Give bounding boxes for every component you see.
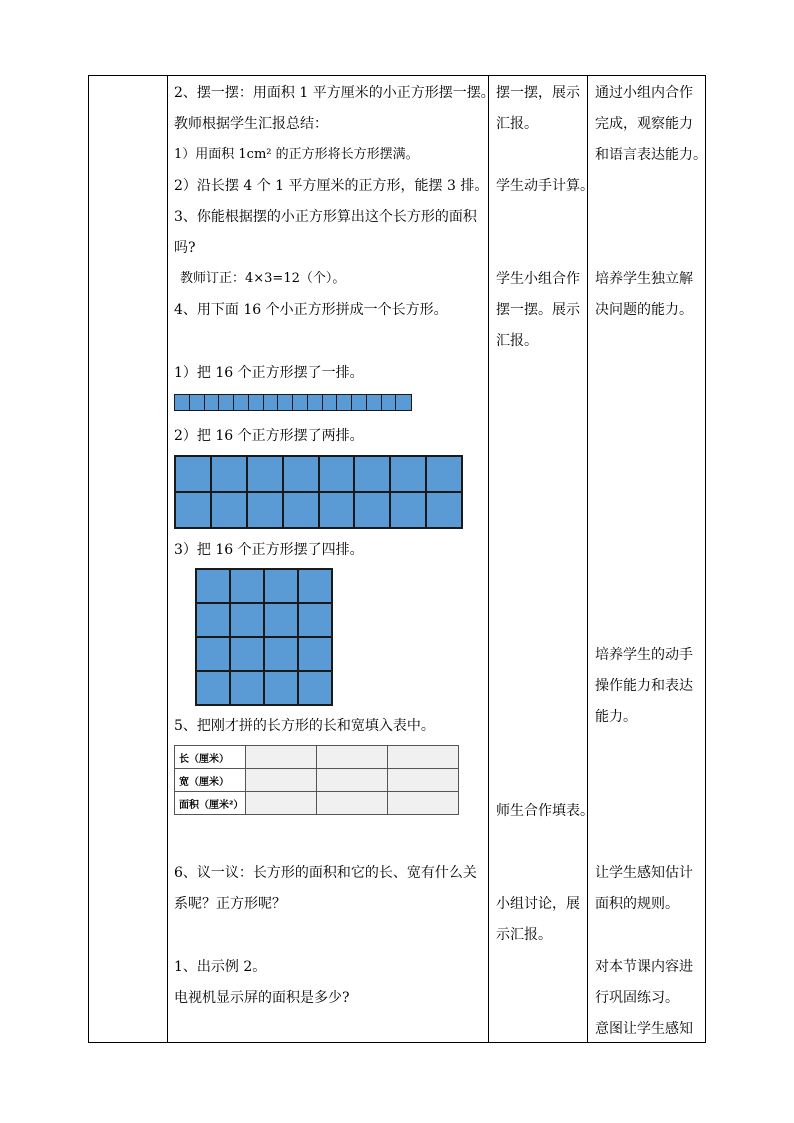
unit-square [212, 457, 246, 491]
length-width-table [174, 745, 459, 815]
unit-square [197, 570, 229, 602]
intent-4: 让学生感知估计 [595, 865, 693, 881]
unit-square [231, 604, 263, 636]
intent-3-end: 能力。 [595, 709, 637, 725]
unit-square [231, 570, 263, 602]
column-divider-3 [587, 75, 588, 1043]
row-header-width: 宽（厘米） [175, 769, 246, 792]
intent-3: 培养学生的动手 [595, 647, 693, 663]
summary-point-2: 2）沿长摆 4 个 1 平方厘米的正方形，能摆 3 排。 [174, 178, 489, 194]
intent-1-end: 和语言表达能力。 [595, 147, 707, 163]
unit-square [197, 672, 229, 704]
student-activity-4: 师生合作填表。 [496, 803, 594, 819]
unit-square [299, 570, 331, 602]
step-6-text-cont: 系呢？正方形呢？ [174, 896, 286, 912]
table-row [175, 792, 459, 815]
unit-square [299, 638, 331, 670]
table-cell[interactable] [388, 792, 459, 815]
unit-square [248, 493, 282, 527]
example-2-label: 1、出示例 2。 [174, 959, 267, 975]
intent-2-cont: 决问题的能力。 [595, 302, 693, 318]
step-4-text: 4、用下面 16 个小正方形拼成一个长方形。 [174, 302, 448, 318]
table-cell[interactable] [317, 769, 388, 792]
unit-square [395, 394, 411, 411]
step-5-text: 5、把刚才拼的长方形的长和宽填入表中。 [174, 718, 435, 734]
row-header-length: 长（厘米） [175, 746, 246, 769]
table-cell[interactable] [317, 792, 388, 815]
step-3-text-cont: 吗? [174, 240, 196, 256]
unit-square [320, 457, 354, 491]
intent-1: 通过小组内合作 [595, 85, 693, 101]
table-cell[interactable] [246, 769, 317, 792]
unit-square [299, 604, 331, 636]
one-row-squares [174, 394, 412, 411]
unit-square [355, 457, 389, 491]
student-activity-5-cont: 示汇报。 [496, 927, 552, 943]
unit-square [265, 672, 297, 704]
intent-5: 对本节课内容进 [595, 959, 693, 975]
example-2-question: 电视机显示屏的面积是多少? [174, 990, 350, 1006]
student-activity-3: 学生小组合作 [496, 271, 580, 287]
table-row [175, 769, 459, 792]
unit-square [265, 570, 297, 602]
table-cell[interactable] [388, 746, 459, 769]
unit-square [176, 457, 210, 491]
unit-square [248, 457, 282, 491]
table-cell[interactable] [388, 769, 459, 792]
table-cell[interactable] [246, 792, 317, 815]
column-divider-1 [167, 75, 168, 1043]
unit-square [427, 457, 461, 491]
unit-square [212, 493, 246, 527]
step-3-text: 3、你能根据摆的小正方形算出这个长方形的面积 [174, 209, 477, 225]
summary-point-1: 1）用面积 1cm² 的正方形将长方形摆满。 [174, 147, 419, 162]
student-activity-1: 摆一摆，展示 [496, 85, 580, 101]
unit-square [231, 638, 263, 670]
unit-square [284, 493, 318, 527]
student-activity-5: 小组讨论，展 [496, 896, 580, 912]
unit-square [284, 457, 318, 491]
intent-1-cont: 完成，观察能力 [595, 116, 693, 132]
intent-5-end: 意图让学生感知 [595, 1021, 693, 1037]
table-cell[interactable] [246, 746, 317, 769]
teacher-summary-label: 教师根据学生汇报总结： [174, 116, 328, 132]
student-activity-1-cont: 汇报。 [496, 116, 538, 132]
column-divider-2 [488, 75, 489, 1043]
step-6-text: 6、议一议：长方形的面积和它的长、宽有什么关 [174, 865, 477, 881]
unit-square [231, 672, 263, 704]
unit-square [265, 638, 297, 670]
arrangement-3-label: 3）把 16 个正方形摆了四排。 [174, 542, 364, 558]
unit-square [197, 638, 229, 670]
two-row-squares [174, 455, 463, 529]
intent-2: 培养学生独立解 [595, 271, 693, 287]
unit-square [320, 493, 354, 527]
intent-5-cont: 行巩固练习。 [595, 990, 679, 1006]
student-activity-2: 学生动手计算。 [496, 178, 594, 194]
intent-4-cont: 面积的规则。 [595, 896, 679, 912]
intent-3-cont: 操作能力和表达 [595, 678, 693, 694]
unit-square [391, 493, 425, 527]
unit-square [265, 604, 297, 636]
row-header-area: 面积（厘米²） [175, 792, 246, 815]
table-row [175, 746, 459, 769]
unit-square [176, 493, 210, 527]
unit-square [299, 672, 331, 704]
arrangement-2-label: 2）把 16 个正方形摆了两排。 [174, 428, 364, 444]
four-row-squares [195, 568, 333, 706]
student-activity-3-end: 汇报。 [496, 333, 538, 349]
unit-square [427, 493, 461, 527]
student-activity-3-cont: 摆一摆。展示 [496, 302, 580, 318]
unit-square [197, 604, 229, 636]
unit-square [391, 457, 425, 491]
table-cell[interactable] [317, 746, 388, 769]
arrangement-1-label: 1）把 16 个正方形摆了一排。 [174, 365, 364, 381]
step-2-text: 2、摆一摆：用面积 1 平方厘米的小正方形摆一摆。 [174, 85, 495, 101]
unit-square [355, 493, 389, 527]
teacher-correction: 教师订正：4×3=12（个）。 [180, 271, 346, 286]
